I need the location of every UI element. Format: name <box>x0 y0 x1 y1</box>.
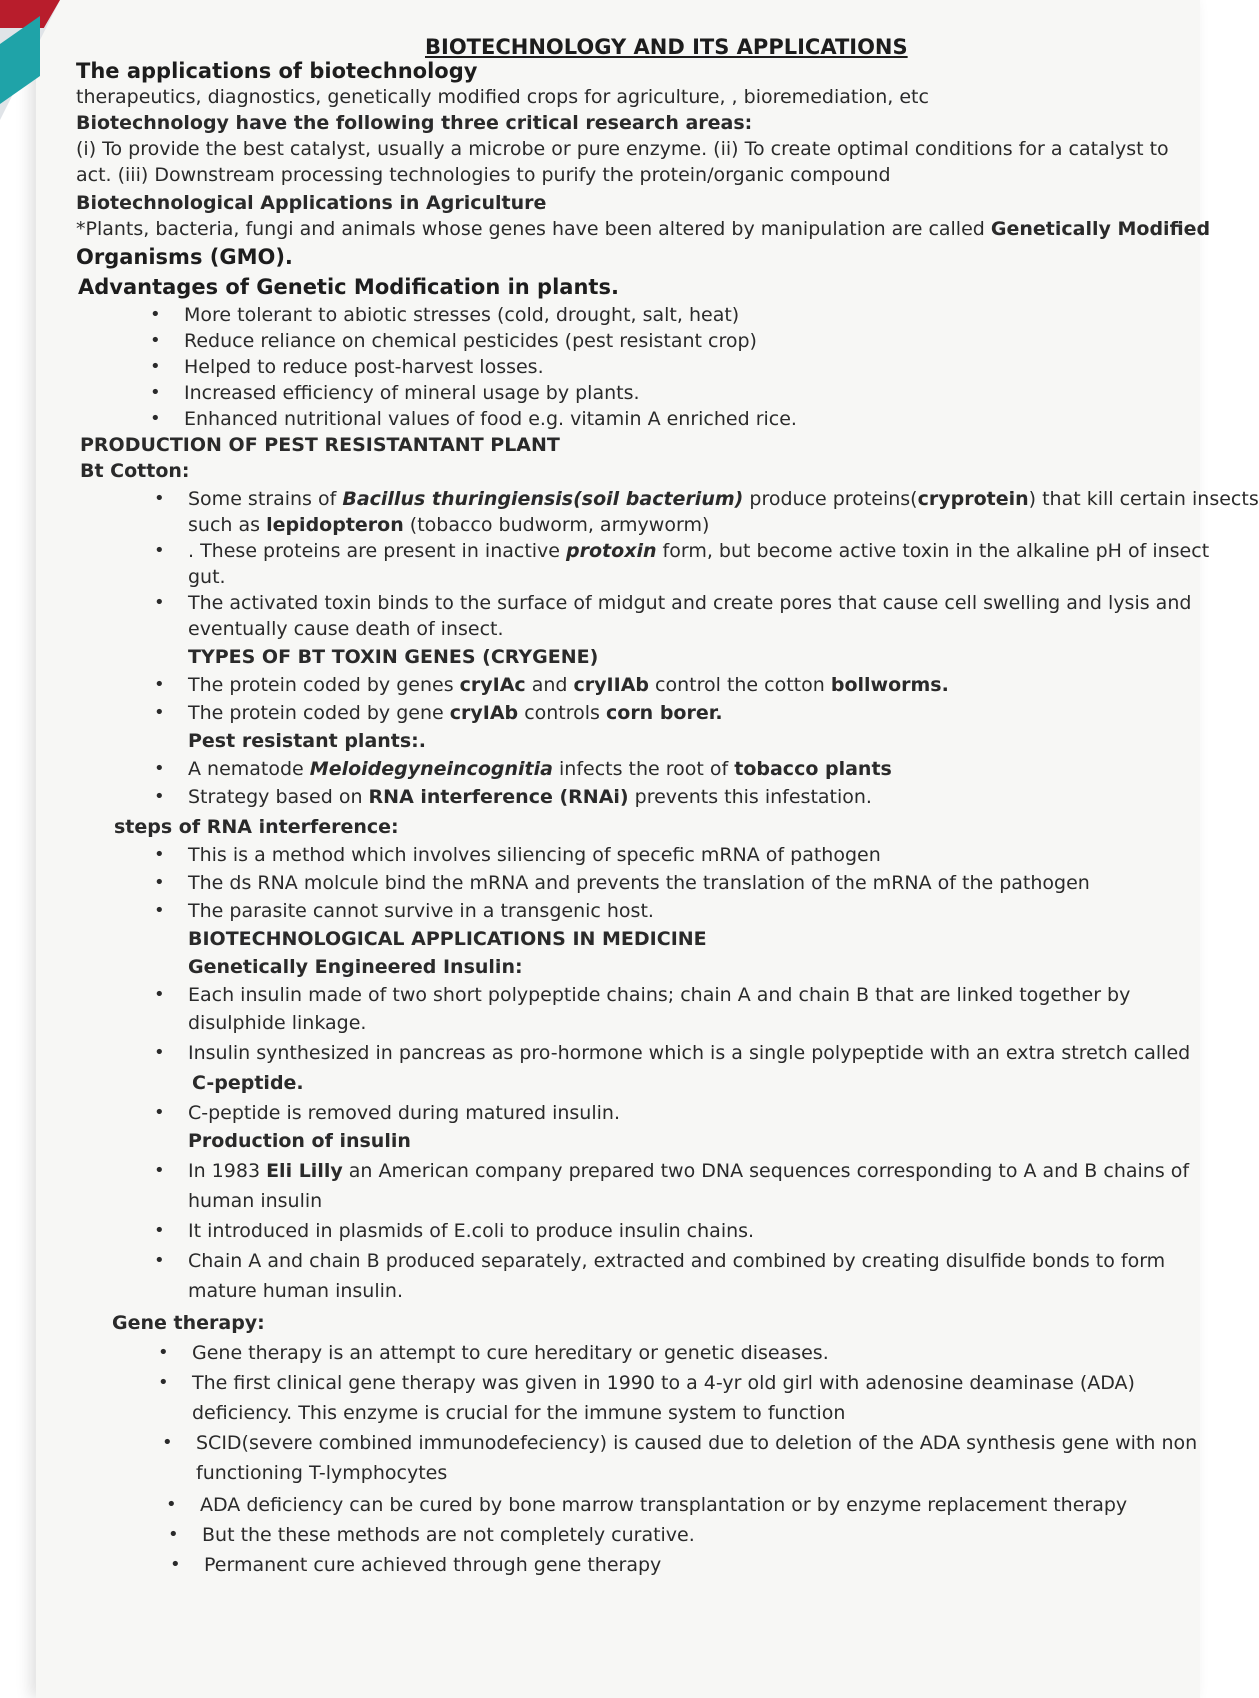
page-title: BIOTECHNOLOGY AND ITS APPLICATIONS <box>425 35 908 59</box>
bt-text: produce proteins( <box>743 488 918 510</box>
production-bold: Eli Lilly <box>266 1160 343 1182</box>
bt-text: (tobacco budworm, armyworm) <box>403 514 710 536</box>
production-point-1-line-2: human insulin <box>188 1190 323 1212</box>
advantage-item: • Enhanced nutritional values of food e.g. vitamin A enriched rice. <box>184 406 797 432</box>
research-areas-heading: Biotechnology have the following three critical research areas: <box>76 112 753 134</box>
types-item-2 <box>188 700 723 726</box>
insulin-production-heading: Production of insulin <box>188 1130 411 1152</box>
gene-point-5: • But the these methods are not completely curative. <box>202 1522 695 1548</box>
gene-point-2-line-2: deficiency. This enzyme is crucial for the immune system to function <box>192 1402 846 1424</box>
rnai-heading: steps of RNA interference: <box>114 816 399 838</box>
production-text: In 1983 <box>188 1160 267 1182</box>
gmo-def-text: *Plants, bacteria, fungi and animals whose genes have been altered by manipulation are called <box>76 218 991 240</box>
production-point-2: • It introduced in plasmids of E.coli to produce insulin chains. <box>188 1218 754 1244</box>
gene-point-2-line-1: • The first clinical gene therapy was given in 1990 to a 4-yr old girl with adenosine deaminase (ADA) <box>192 1370 1135 1396</box>
document-page <box>36 0 1259 1698</box>
bt-bold: cryprotein <box>917 488 1029 510</box>
agri-heading: Biotechnological Applications in Agriculture <box>76 192 547 214</box>
types-bold: corn borer. <box>606 702 723 724</box>
rnai-strategy-item <box>188 784 872 810</box>
nematode-text: infects the root of <box>552 758 735 780</box>
medicine-heading: BIOTECHNOLOGICAL APPLICATIONS IN MEDICINE <box>188 928 707 950</box>
bt-text: Some strains of <box>188 488 343 510</box>
types-text: and <box>525 674 574 696</box>
advantage-item: • Increased efficiency of mineral usage by plants. <box>184 380 640 406</box>
rnai-step: • The ds RNA molcule bind the mRNA and prevents the translation of the mRNA of the pathogen <box>188 870 1090 896</box>
gene-therapy-heading: Gene therapy: <box>112 1312 265 1334</box>
types-bold: cryIIAb <box>573 674 649 696</box>
intro-text: therapeutics, diagnostics, genetically modified crops for agriculture, , bioremediation, etc <box>76 86 929 108</box>
bt-point-3-line-2: eventually cause death of insect. <box>188 618 504 640</box>
advantage-item: • Reduce reliance on chemical pesticides (pest resistant crop) <box>184 328 757 354</box>
advantages-heading: Advantages of Genetic Modification in plants. <box>78 275 619 299</box>
rnai-step: • The parasite cannot survive in a transgenic host. <box>188 898 654 924</box>
types-item-1 <box>188 672 949 698</box>
types-text: The protein coded by gene <box>188 702 450 724</box>
research-areas-line-2: act. (iii) Downstream processing technologies to purify the protein/organic compound <box>76 164 891 186</box>
bt-text: ) that kill certain insects <box>1028 488 1259 510</box>
types-bold: cryIAc <box>459 674 526 696</box>
bt-point-2-line-1 <box>188 538 1209 564</box>
bt-text: such as <box>188 514 267 536</box>
nematode-species: Meloidegyneincognitia <box>309 758 553 780</box>
gene-point-4: • ADA deficiency can be cured by bone marrow transplantation or by enzyme replacement therapy <box>200 1492 1127 1518</box>
production-point-1-line-1 <box>188 1158 1189 1184</box>
gmo-definition-line-1 <box>76 216 1210 242</box>
bt-text: . These proteins are present in inactive <box>188 540 567 562</box>
rnai-text: Strategy based on <box>188 786 369 808</box>
types-text: controls <box>518 702 606 724</box>
insulin-heading: Genetically Engineered Insulin: <box>188 956 523 978</box>
gene-point-3-line-2: functioning T-lymphocytes <box>196 1462 448 1484</box>
advantage-item: • More tolerant to abiotic stresses (cold, drought, salt, heat) <box>184 302 739 328</box>
rnai-text: prevents this infestation. <box>628 786 872 808</box>
types-heading: TYPES OF BT TOXIN GENES (CRYGENE) <box>188 646 599 668</box>
gmo-def-bold: Genetically Modified <box>990 218 1211 240</box>
bt-cotton-heading: Bt Cotton: <box>80 460 190 482</box>
nematode-item <box>188 756 892 782</box>
gene-point-1: • Gene therapy is an attempt to cure hereditary or genetic diseases. <box>192 1340 829 1366</box>
bt-point-1-line-1 <box>188 486 1259 512</box>
production-point-3-line-1: • Chain A and chain B produced separately, extracted and combined by creating disulfide bonds to form <box>188 1248 1165 1274</box>
bt-point-2-line-2: gut. <box>188 566 226 588</box>
pest-resistant-heading: Pest resistant plants:. <box>188 730 427 752</box>
bt-text: form, but become active toxin in the alkaline pH of insect <box>656 540 1210 562</box>
insulin-point-2-line-1: • Insulin synthesized in pancreas as pro-hormone which is a single polypeptide with an extra stretch called <box>188 1040 1190 1066</box>
nematode-bold: tobacco plants <box>734 758 892 780</box>
intro-heading: The applications of biotechnology <box>76 59 478 83</box>
types-text: The protein coded by genes <box>188 674 460 696</box>
production-point-3-line-2: mature human insulin. <box>188 1280 403 1302</box>
bt-bold: lepidopteron <box>266 514 404 536</box>
types-bold: cryIAb <box>449 702 519 724</box>
nematode-text: A nematode <box>188 758 310 780</box>
bt-species: Bacillus thuringiensis(soil bacterium) <box>342 488 744 510</box>
rnai-step: • This is a method which involves siliencing of specefic mRNA of pathogen <box>188 842 881 868</box>
types-bold: bollworms. <box>830 674 949 696</box>
gene-point-6: • Permanent cure achieved through gene therapy <box>204 1552 661 1578</box>
production-text: an American company prepared two DNA sequences corresponding to A and B chains of <box>342 1160 1190 1182</box>
rnai-bold: RNA interference (RNAi) <box>368 786 629 808</box>
insulin-point-1-line-2: disulphide linkage. <box>188 1012 367 1034</box>
bt-point-3-line-1: • The activated toxin binds to the surface of midgut and create pores that cause cell swelling and lysis and <box>188 590 1191 616</box>
types-text: control the cotton <box>649 674 831 696</box>
gene-point-3-line-1: • SCID(severe combined immunodefeciency) is caused due to deletion of the ADA synthesis gene with non <box>196 1430 1197 1456</box>
insulin-point-3: • C-peptide is removed during matured insulin. <box>188 1100 620 1126</box>
advantage-item: • Helped to reduce post-harvest losses. <box>184 354 544 380</box>
research-areas-line-1: (i) To provide the best catalyst, usually a microbe or pure enzyme. (ii) To create optimal conditions for a catalyst to <box>76 138 1169 160</box>
bt-point-1-line-2 <box>188 512 709 538</box>
insulin-point-1-line-1: • Each insulin made of two short polypeptide chains; chain A and chain B that are linked together by <box>188 982 1130 1008</box>
document-content <box>76 34 1259 1674</box>
bt-italic: protoxin <box>566 540 657 562</box>
pest-heading: PRODUCTION OF PEST RESISTANTANT PLANT <box>80 434 560 456</box>
insulin-point-2-line-2: C-peptide. <box>192 1072 304 1094</box>
gmo-definition-line-2: Organisms (GMO). <box>76 245 293 269</box>
